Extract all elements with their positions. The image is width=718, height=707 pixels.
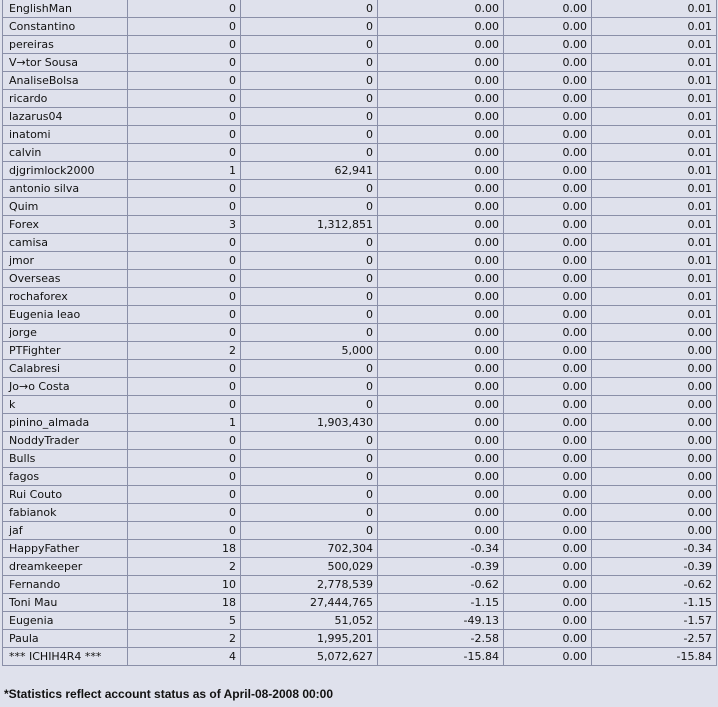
cell-name: EnglishMan: [3, 0, 128, 18]
cell-value-a: 0.00: [378, 450, 504, 468]
cell-volume: 5,000: [241, 342, 378, 360]
cell-value-c: 0.01: [592, 126, 717, 144]
cell-name: Jo→o Costa: [3, 378, 128, 396]
cell-value-a: 0.00: [378, 216, 504, 234]
cell-value-b: 0.00: [504, 594, 592, 612]
cell-value-c: 0.00: [592, 522, 717, 540]
cell-value-b: 0.00: [504, 450, 592, 468]
cell-name: Constantino: [3, 18, 128, 36]
cell-name: Toni Mau: [3, 594, 128, 612]
table-row: [3, 396, 717, 414]
cell-name: k: [3, 396, 128, 414]
cell-value-b: 0.00: [504, 576, 592, 594]
cell-volume: 0: [241, 396, 378, 414]
cell-count: 5: [128, 612, 241, 630]
cell-value-c: 0.01: [592, 270, 717, 288]
cell-value-b: 0.00: [504, 540, 592, 558]
table-row: [3, 126, 717, 144]
cell-count: 0: [128, 378, 241, 396]
cell-volume: 0: [241, 522, 378, 540]
cell-value-a: 0.00: [378, 162, 504, 180]
cell-volume: 702,304: [241, 540, 378, 558]
cell-count: 4: [128, 648, 241, 666]
cell-volume: 0: [241, 180, 378, 198]
cell-value-a: 0.00: [378, 342, 504, 360]
cell-value-c: 0.01: [592, 108, 717, 126]
cell-name: jaf: [3, 522, 128, 540]
cell-value-c: -15.84: [592, 648, 717, 666]
cell-name: Forex: [3, 216, 128, 234]
cell-value-b: 0.00: [504, 558, 592, 576]
cell-value-b: 0.00: [504, 72, 592, 90]
cell-count: 1: [128, 162, 241, 180]
cell-value-a: 0.00: [378, 0, 504, 18]
table-row: [3, 594, 717, 612]
cell-value-a: -49.13: [378, 612, 504, 630]
cell-value-a: 0.00: [378, 54, 504, 72]
table-row: [3, 90, 717, 108]
cell-volume: 0: [241, 90, 378, 108]
cell-count: 0: [128, 234, 241, 252]
cell-name: PTFighter: [3, 342, 128, 360]
cell-value-c: 0.00: [592, 414, 717, 432]
cell-name: calvin: [3, 144, 128, 162]
cell-value-b: 0.00: [504, 612, 592, 630]
cell-volume: 0: [241, 288, 378, 306]
cell-name: dreamkeeper: [3, 558, 128, 576]
cell-name: Paula: [3, 630, 128, 648]
cell-count: 0: [128, 54, 241, 72]
cell-value-b: 0.00: [504, 432, 592, 450]
cell-count: 0: [128, 288, 241, 306]
cell-value-c: -1.15: [592, 594, 717, 612]
cell-value-a: 0.00: [378, 522, 504, 540]
cell-value-b: 0.00: [504, 198, 592, 216]
cell-value-c: 0.00: [592, 504, 717, 522]
table-row: [3, 540, 717, 558]
table-row: [3, 414, 717, 432]
cell-value-c: 0.00: [592, 486, 717, 504]
cell-name: Calabresi: [3, 360, 128, 378]
cell-count: 0: [128, 180, 241, 198]
cell-name: fagos: [3, 468, 128, 486]
cell-volume: 0: [241, 234, 378, 252]
table-row: [3, 54, 717, 72]
statistics-table: [2, 0, 717, 666]
cell-value-b: 0.00: [504, 180, 592, 198]
cell-count: 1: [128, 414, 241, 432]
cell-value-b: 0.00: [504, 504, 592, 522]
cell-value-c: 0.01: [592, 54, 717, 72]
cell-volume: 0: [241, 72, 378, 90]
cell-count: 3: [128, 216, 241, 234]
cell-count: 2: [128, 630, 241, 648]
table-row: [3, 36, 717, 54]
cell-value-a: 0.00: [378, 270, 504, 288]
cell-value-b: 0.00: [504, 36, 592, 54]
cell-value-c: 0.01: [592, 18, 717, 36]
cell-volume: 0: [241, 108, 378, 126]
cell-value-b: 0.00: [504, 630, 592, 648]
cell-count: 0: [128, 198, 241, 216]
cell-volume: 0: [241, 450, 378, 468]
table-row: [3, 18, 717, 36]
cell-value-c: 0.00: [592, 360, 717, 378]
cell-count: 0: [128, 432, 241, 450]
cell-value-a: 0.00: [378, 324, 504, 342]
table-row: [3, 342, 717, 360]
table-row: [3, 0, 717, 18]
cell-name: ricardo: [3, 90, 128, 108]
cell-value-a: -0.34: [378, 540, 504, 558]
cell-count: 0: [128, 126, 241, 144]
cell-name: djgrimlock2000: [3, 162, 128, 180]
cell-value-a: 0.00: [378, 468, 504, 486]
cell-volume: 0: [241, 54, 378, 72]
cell-value-c: 0.01: [592, 0, 717, 18]
table-row: [3, 288, 717, 306]
statistics-footnote: *Statistics reflect account status as of April-08-2008 00:00: [4, 687, 334, 701]
cell-value-a: 0.00: [378, 234, 504, 252]
cell-value-c: 0.01: [592, 90, 717, 108]
table-row: [3, 72, 717, 90]
cell-value-a: -1.15: [378, 594, 504, 612]
cell-value-c: 0.01: [592, 162, 717, 180]
cell-value-c: 0.00: [592, 342, 717, 360]
cell-value-b: 0.00: [504, 90, 592, 108]
cell-value-a: 0.00: [378, 396, 504, 414]
cell-count: 0: [128, 522, 241, 540]
cell-value-a: 0.00: [378, 198, 504, 216]
cell-value-c: 0.01: [592, 180, 717, 198]
cell-count: 0: [128, 108, 241, 126]
cell-count: 0: [128, 252, 241, 270]
cell-volume: 0: [241, 306, 378, 324]
table-row: [3, 522, 717, 540]
cell-volume: 0: [241, 486, 378, 504]
table-row: [3, 234, 717, 252]
cell-value-a: 0.00: [378, 126, 504, 144]
cell-value-b: 0.00: [504, 414, 592, 432]
cell-count: 0: [128, 360, 241, 378]
table-row: [3, 432, 717, 450]
cell-count: 2: [128, 558, 241, 576]
cell-value-c: 0.00: [592, 396, 717, 414]
cell-value-b: 0.00: [504, 216, 592, 234]
cell-value-a: 0.00: [378, 252, 504, 270]
cell-volume: 0: [241, 126, 378, 144]
cell-value-b: 0.00: [504, 306, 592, 324]
table-row: [3, 558, 717, 576]
cell-value-a: 0.00: [378, 504, 504, 522]
table-row: [3, 180, 717, 198]
cell-value-a: 0.00: [378, 288, 504, 306]
table-row: [3, 324, 717, 342]
cell-value-a: 0.00: [378, 306, 504, 324]
table-row: [3, 108, 717, 126]
cell-name: V→tor Sousa: [3, 54, 128, 72]
cell-value-c: -2.57: [592, 630, 717, 648]
cell-count: 0: [128, 72, 241, 90]
cell-value-a: 0.00: [378, 90, 504, 108]
table-row: [3, 144, 717, 162]
cell-value-a: -0.39: [378, 558, 504, 576]
cell-value-c: 0.01: [592, 198, 717, 216]
cell-value-b: 0.00: [504, 486, 592, 504]
cell-value-b: 0.00: [504, 468, 592, 486]
cell-value-b: 0.00: [504, 396, 592, 414]
table-row: [3, 216, 717, 234]
table-row: [3, 306, 717, 324]
cell-volume: 2,778,539: [241, 576, 378, 594]
cell-value-b: 0.00: [504, 270, 592, 288]
cell-value-b: 0.00: [504, 162, 592, 180]
cell-name: fabianok: [3, 504, 128, 522]
cell-volume: 1,903,430: [241, 414, 378, 432]
cell-value-b: 0.00: [504, 522, 592, 540]
cell-value-c: 0.01: [592, 306, 717, 324]
cell-name: Rui Couto: [3, 486, 128, 504]
cell-name: camisa: [3, 234, 128, 252]
cell-value-c: -0.34: [592, 540, 717, 558]
cell-value-a: 0.00: [378, 486, 504, 504]
cell-value-b: 0.00: [504, 360, 592, 378]
cell-count: 0: [128, 306, 241, 324]
cell-value-c: 0.01: [592, 72, 717, 90]
cell-value-c: 0.01: [592, 216, 717, 234]
cell-name: lazarus04: [3, 108, 128, 126]
table-row: [3, 198, 717, 216]
cell-value-c: 0.00: [592, 378, 717, 396]
table-row: [3, 162, 717, 180]
cell-volume: 0: [241, 144, 378, 162]
cell-name: Bulls: [3, 450, 128, 468]
cell-volume: 0: [241, 270, 378, 288]
cell-value-c: -0.39: [592, 558, 717, 576]
cell-value-b: 0.00: [504, 378, 592, 396]
cell-volume: 0: [241, 360, 378, 378]
cell-volume: 0: [241, 0, 378, 18]
cell-name: *** ICHIH4R4 ***: [3, 648, 128, 666]
cell-volume: 500,029: [241, 558, 378, 576]
cell-name: Overseas: [3, 270, 128, 288]
cell-value-c: 0.00: [592, 450, 717, 468]
cell-count: 18: [128, 540, 241, 558]
cell-name: Fernando: [3, 576, 128, 594]
table-row: [3, 360, 717, 378]
cell-value-b: 0.00: [504, 0, 592, 18]
cell-volume: 51,052: [241, 612, 378, 630]
cell-value-c: 0.00: [592, 324, 717, 342]
cell-volume: 0: [241, 432, 378, 450]
cell-name: Quim: [3, 198, 128, 216]
cell-value-b: 0.00: [504, 648, 592, 666]
cell-count: 0: [128, 18, 241, 36]
cell-value-b: 0.00: [504, 288, 592, 306]
cell-value-c: 0.01: [592, 36, 717, 54]
cell-count: 0: [128, 0, 241, 18]
cell-value-b: 0.00: [504, 54, 592, 72]
cell-count: 0: [128, 270, 241, 288]
table-row: [3, 270, 717, 288]
cell-count: 10: [128, 576, 241, 594]
cell-value-c: 0.00: [592, 468, 717, 486]
cell-volume: 1,312,851: [241, 216, 378, 234]
cell-volume: 0: [241, 378, 378, 396]
table-row: [3, 648, 717, 666]
table-row: [3, 576, 717, 594]
cell-name: pereiras: [3, 36, 128, 54]
cell-value-a: -15.84: [378, 648, 504, 666]
cell-name: jmor: [3, 252, 128, 270]
cell-value-b: 0.00: [504, 342, 592, 360]
cell-name: Eugenia leao: [3, 306, 128, 324]
cell-value-c: 0.01: [592, 252, 717, 270]
cell-volume: 5,072,627: [241, 648, 378, 666]
cell-value-a: 0.00: [378, 108, 504, 126]
table-row: [3, 252, 717, 270]
table-row: [3, 468, 717, 486]
cell-name: AnaliseBolsa: [3, 72, 128, 90]
cell-count: 0: [128, 450, 241, 468]
cell-volume: 0: [241, 18, 378, 36]
cell-count: 0: [128, 486, 241, 504]
cell-value-b: 0.00: [504, 252, 592, 270]
cell-value-a: 0.00: [378, 180, 504, 198]
cell-volume: 0: [241, 36, 378, 54]
cell-count: 0: [128, 144, 241, 162]
cell-volume: 27,444,765: [241, 594, 378, 612]
cell-value-a: 0.00: [378, 36, 504, 54]
table-row: [3, 612, 717, 630]
cell-volume: 1,995,201: [241, 630, 378, 648]
cell-value-b: 0.00: [504, 234, 592, 252]
cell-count: 0: [128, 396, 241, 414]
cell-name: pinino_almada: [3, 414, 128, 432]
cell-value-a: 0.00: [378, 18, 504, 36]
cell-count: 0: [128, 36, 241, 54]
cell-name: rochaforex: [3, 288, 128, 306]
cell-value-a: 0.00: [378, 360, 504, 378]
cell-name: Eugenia: [3, 612, 128, 630]
cell-volume: 0: [241, 198, 378, 216]
cell-value-b: 0.00: [504, 324, 592, 342]
cell-count: 0: [128, 90, 241, 108]
cell-name: inatomi: [3, 126, 128, 144]
cell-value-a: 0.00: [378, 432, 504, 450]
cell-value-a: 0.00: [378, 72, 504, 90]
cell-value-a: 0.00: [378, 414, 504, 432]
cell-count: 0: [128, 324, 241, 342]
cell-value-b: 0.00: [504, 18, 592, 36]
cell-count: 0: [128, 504, 241, 522]
cell-value-a: -2.58: [378, 630, 504, 648]
cell-volume: 0: [241, 252, 378, 270]
table-row: [3, 378, 717, 396]
cell-value-a: -0.62: [378, 576, 504, 594]
table-row: [3, 630, 717, 648]
statistics-table-body: [3, 0, 717, 666]
cell-volume: 62,941: [241, 162, 378, 180]
cell-name: jorge: [3, 324, 128, 342]
cell-value-b: 0.00: [504, 144, 592, 162]
cell-count: 0: [128, 468, 241, 486]
cell-value-a: 0.00: [378, 144, 504, 162]
cell-count: 2: [128, 342, 241, 360]
table-row: [3, 450, 717, 468]
table-row: [3, 504, 717, 522]
cell-value-c: -0.62: [592, 576, 717, 594]
cell-volume: 0: [241, 468, 378, 486]
cell-value-c: 0.01: [592, 234, 717, 252]
cell-value-b: 0.00: [504, 126, 592, 144]
cell-name: NoddyTrader: [3, 432, 128, 450]
table-row: [3, 486, 717, 504]
cell-value-c: 0.01: [592, 288, 717, 306]
cell-value-a: 0.00: [378, 378, 504, 396]
cell-count: 18: [128, 594, 241, 612]
cell-volume: 0: [241, 324, 378, 342]
cell-name: antonio silva: [3, 180, 128, 198]
cell-value-c: 0.01: [592, 144, 717, 162]
cell-value-b: 0.00: [504, 108, 592, 126]
cell-volume: 0: [241, 504, 378, 522]
cell-value-c: -1.57: [592, 612, 717, 630]
cell-value-c: 0.00: [592, 432, 717, 450]
cell-name: HappyFather: [3, 540, 128, 558]
